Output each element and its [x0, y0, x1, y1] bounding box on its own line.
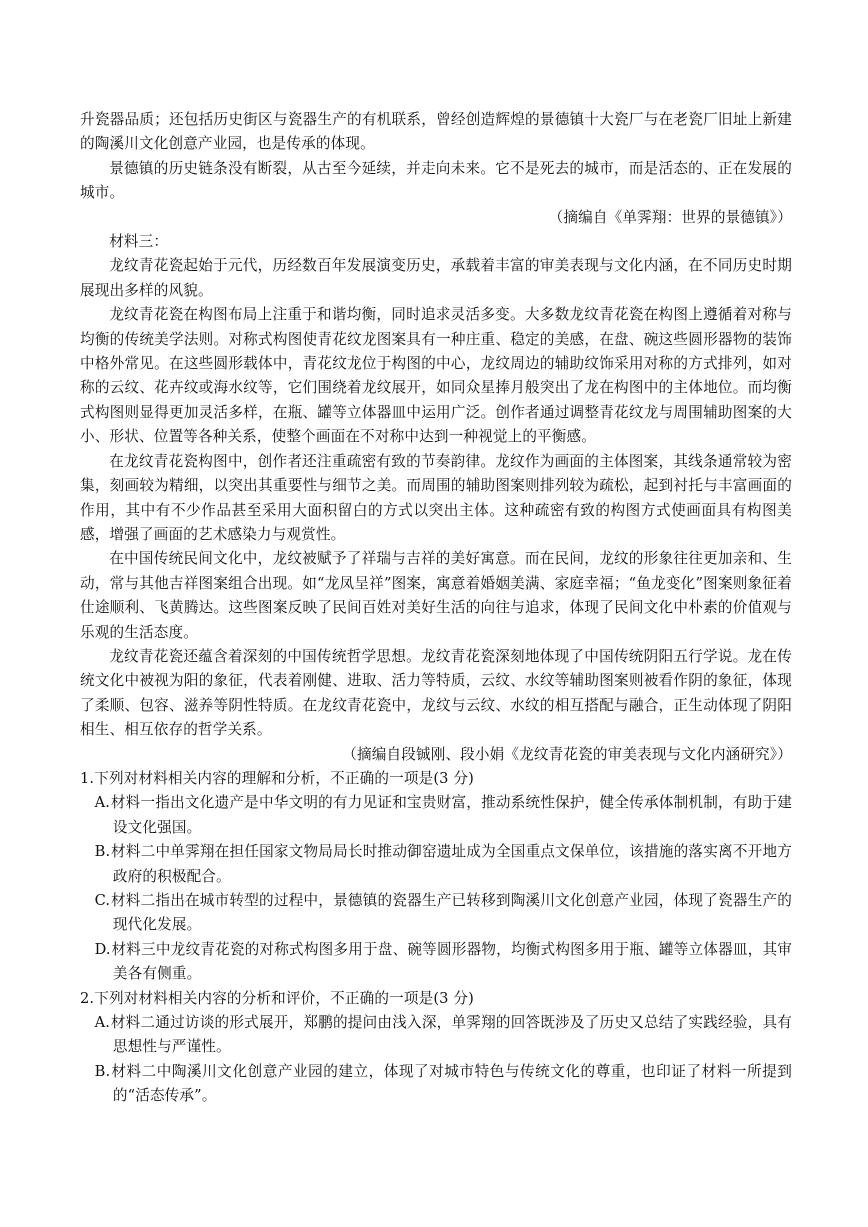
option-label: B. — [94, 843, 111, 861]
option-text: 材料二中单霁翔在担任国家文物局局长时推动御窑遗址成为全国重点文保单位，该措施的落实离不开地方政府的积极配合。 — [110, 843, 792, 885]
question-stem: 2.下列对材料相关内容的分析和评价，不正确的一项是(3 分) — [80, 989, 474, 1007]
material-label: 材料三： — [109, 233, 169, 251]
answer-option — [80, 1011, 792, 1060]
option-text: 材料二中陶溪川文化创意产业园的建立，体现了对城市特色与传统文化的尊重，也印证了材料一所提到的“活态传承”。 — [110, 1062, 792, 1105]
paragraph: 龙纹青花瓷起始于元代，历经数百年发展演变历史，承载着丰富的审美表现与文化内涵，在不同历史时期展现出多样的风貌。 — [80, 257, 792, 299]
option-label: C. — [94, 892, 111, 909]
option-text: 材料一指出文化遗产是中华文明的有力见证和宝贵财富，推动系统性保护，健全传承体制机制，有助于建设文化强国。 — [110, 794, 792, 836]
answer-option — [80, 840, 792, 889]
option-label: B. — [94, 1062, 111, 1080]
paragraph: 景德镇的历史链条没有断裂，从古至今延续，并走向未来。它不是死去的城市，而是活态的、正在发展的城市。 — [80, 159, 792, 202]
option-text: 材料二通过访谈的形式展开，郑鹏的提问由浅入深，单霁翔的回答既涉及了历史又总结了实践经验，具有思想性与严谨性。 — [110, 1014, 792, 1056]
answer-option — [80, 889, 792, 938]
paragraph-continuation: 升瓷器品质；还包括历史街区与瓷器生产的有机联系，曾经创造辉煌的景德镇十大瓷厂与在老瓷厂旧址上新建的陶溪川文化创意产业园，也是传承的体现。 — [80, 111, 792, 153]
source-citation: （摘编自段铖刚、段小娟《龙纹青花瓷的审美表现与文化内涵研究》） — [342, 745, 792, 763]
option-label: A. — [94, 1014, 111, 1032]
answer-option — [80, 791, 792, 840]
paragraph: 在龙纹青花瓷构图中，创作者还注重疏密有致的节奏韵律。龙纹作为画面的主体图案，其线条通常较为密集，刻画较为精细，以突出其重要性与细节之美。而周围的辅助图案则排列较为疏松，起到衬托与丰富画面的作用，其中有不少作品甚至采用大面积留白的方式以突出主体。这种疏密有致的构图方式使画面具有构图美感，增强了画面的艺术感染力与观赏性。 — [80, 452, 792, 543]
document-body — [80, 108, 792, 1109]
option-label: A. — [94, 794, 111, 812]
source-citation: （摘编自《单霁翔：世界的景德镇》） — [548, 208, 792, 226]
option-text: 材料二指出在城市转型的过程中，景德镇的瓷器生产已转移到陶溪川文化创意产业园，体现了瓷器生产的现代化发展。 — [110, 892, 792, 934]
option-label: D. — [94, 940, 111, 958]
answer-option — [80, 938, 792, 987]
question-stem: 1.下列对材料相关内容的理解和分析，不正确的一项是(3 分) — [80, 769, 474, 787]
option-text: 材料三中龙纹青花瓷的对称式构图多用于盘、碗等圆形器物，均衡式构图多用于瓶、罐等立体器皿，其审美各有侧重。 — [111, 940, 792, 983]
paragraph: 龙纹青花瓷还蕴含着深刻的中国传统哲学思想。龙纹青花瓷深刻地体现了中国传统阴阳五行学说。龙在传统文化中被视为阳的象征，代表着刚健、进取、活力等特质，云纹、水纹等辅助图案则被看作阴的象征，体现了柔顺、包容、滋养等阴性特质。在龙纹青花瓷中，龙纹与云纹、水纹的相互搭配与融合，正生动体现了阴阳相生、相互依存的哲学关系。 — [80, 647, 792, 739]
answer-option — [80, 1060, 792, 1109]
paragraph: 在中国传统民间文化中，龙纹被赋予了祥瑞与吉祥的美好寓意。而在民间，龙纹的形象往往更加亲和、生动，常与其他吉祥图案组合出现。如“龙凤呈祥”图案，寓意着婚姻美满、家庭幸福；“鱼龙变化”图案则象征着仕途顺利、飞黄腾达。这些图案反映了民间百姓对美好生活的向往与追求，体现了民间文化中朴素的价值观与乐观的生活态度。 — [80, 550, 792, 641]
paragraph: 龙纹青花瓷在构图布局上注重于和谐均衡，同时追求灵活多变。大多数龙纹青花瓷在构图上遵循着对称与均衡的传统美学法则。对称式构图使青花纹龙图案具有一种庄重、稳定的美感，在盘、碗这些圆形器物的装饰中格外常见。在这些圆形载体中，青花纹龙位于构图的中心，龙纹周边的辅助纹饰采用对称的方式排列，如对称的云纹、花卉纹或海水纹等，它们围绕着龙纹展开，如同众星捧月般突出了龙在构图中的主体地位。而均衡式构图则显得更加灵活多样，在瓶、罐等立体器皿中运用广泛。创作者通过调整青花纹龙与周围辅助图案的大小、形状、位置等各种关系，使整个画面在不对称中达到一种视觉上的平衡感。 — [80, 306, 792, 446]
